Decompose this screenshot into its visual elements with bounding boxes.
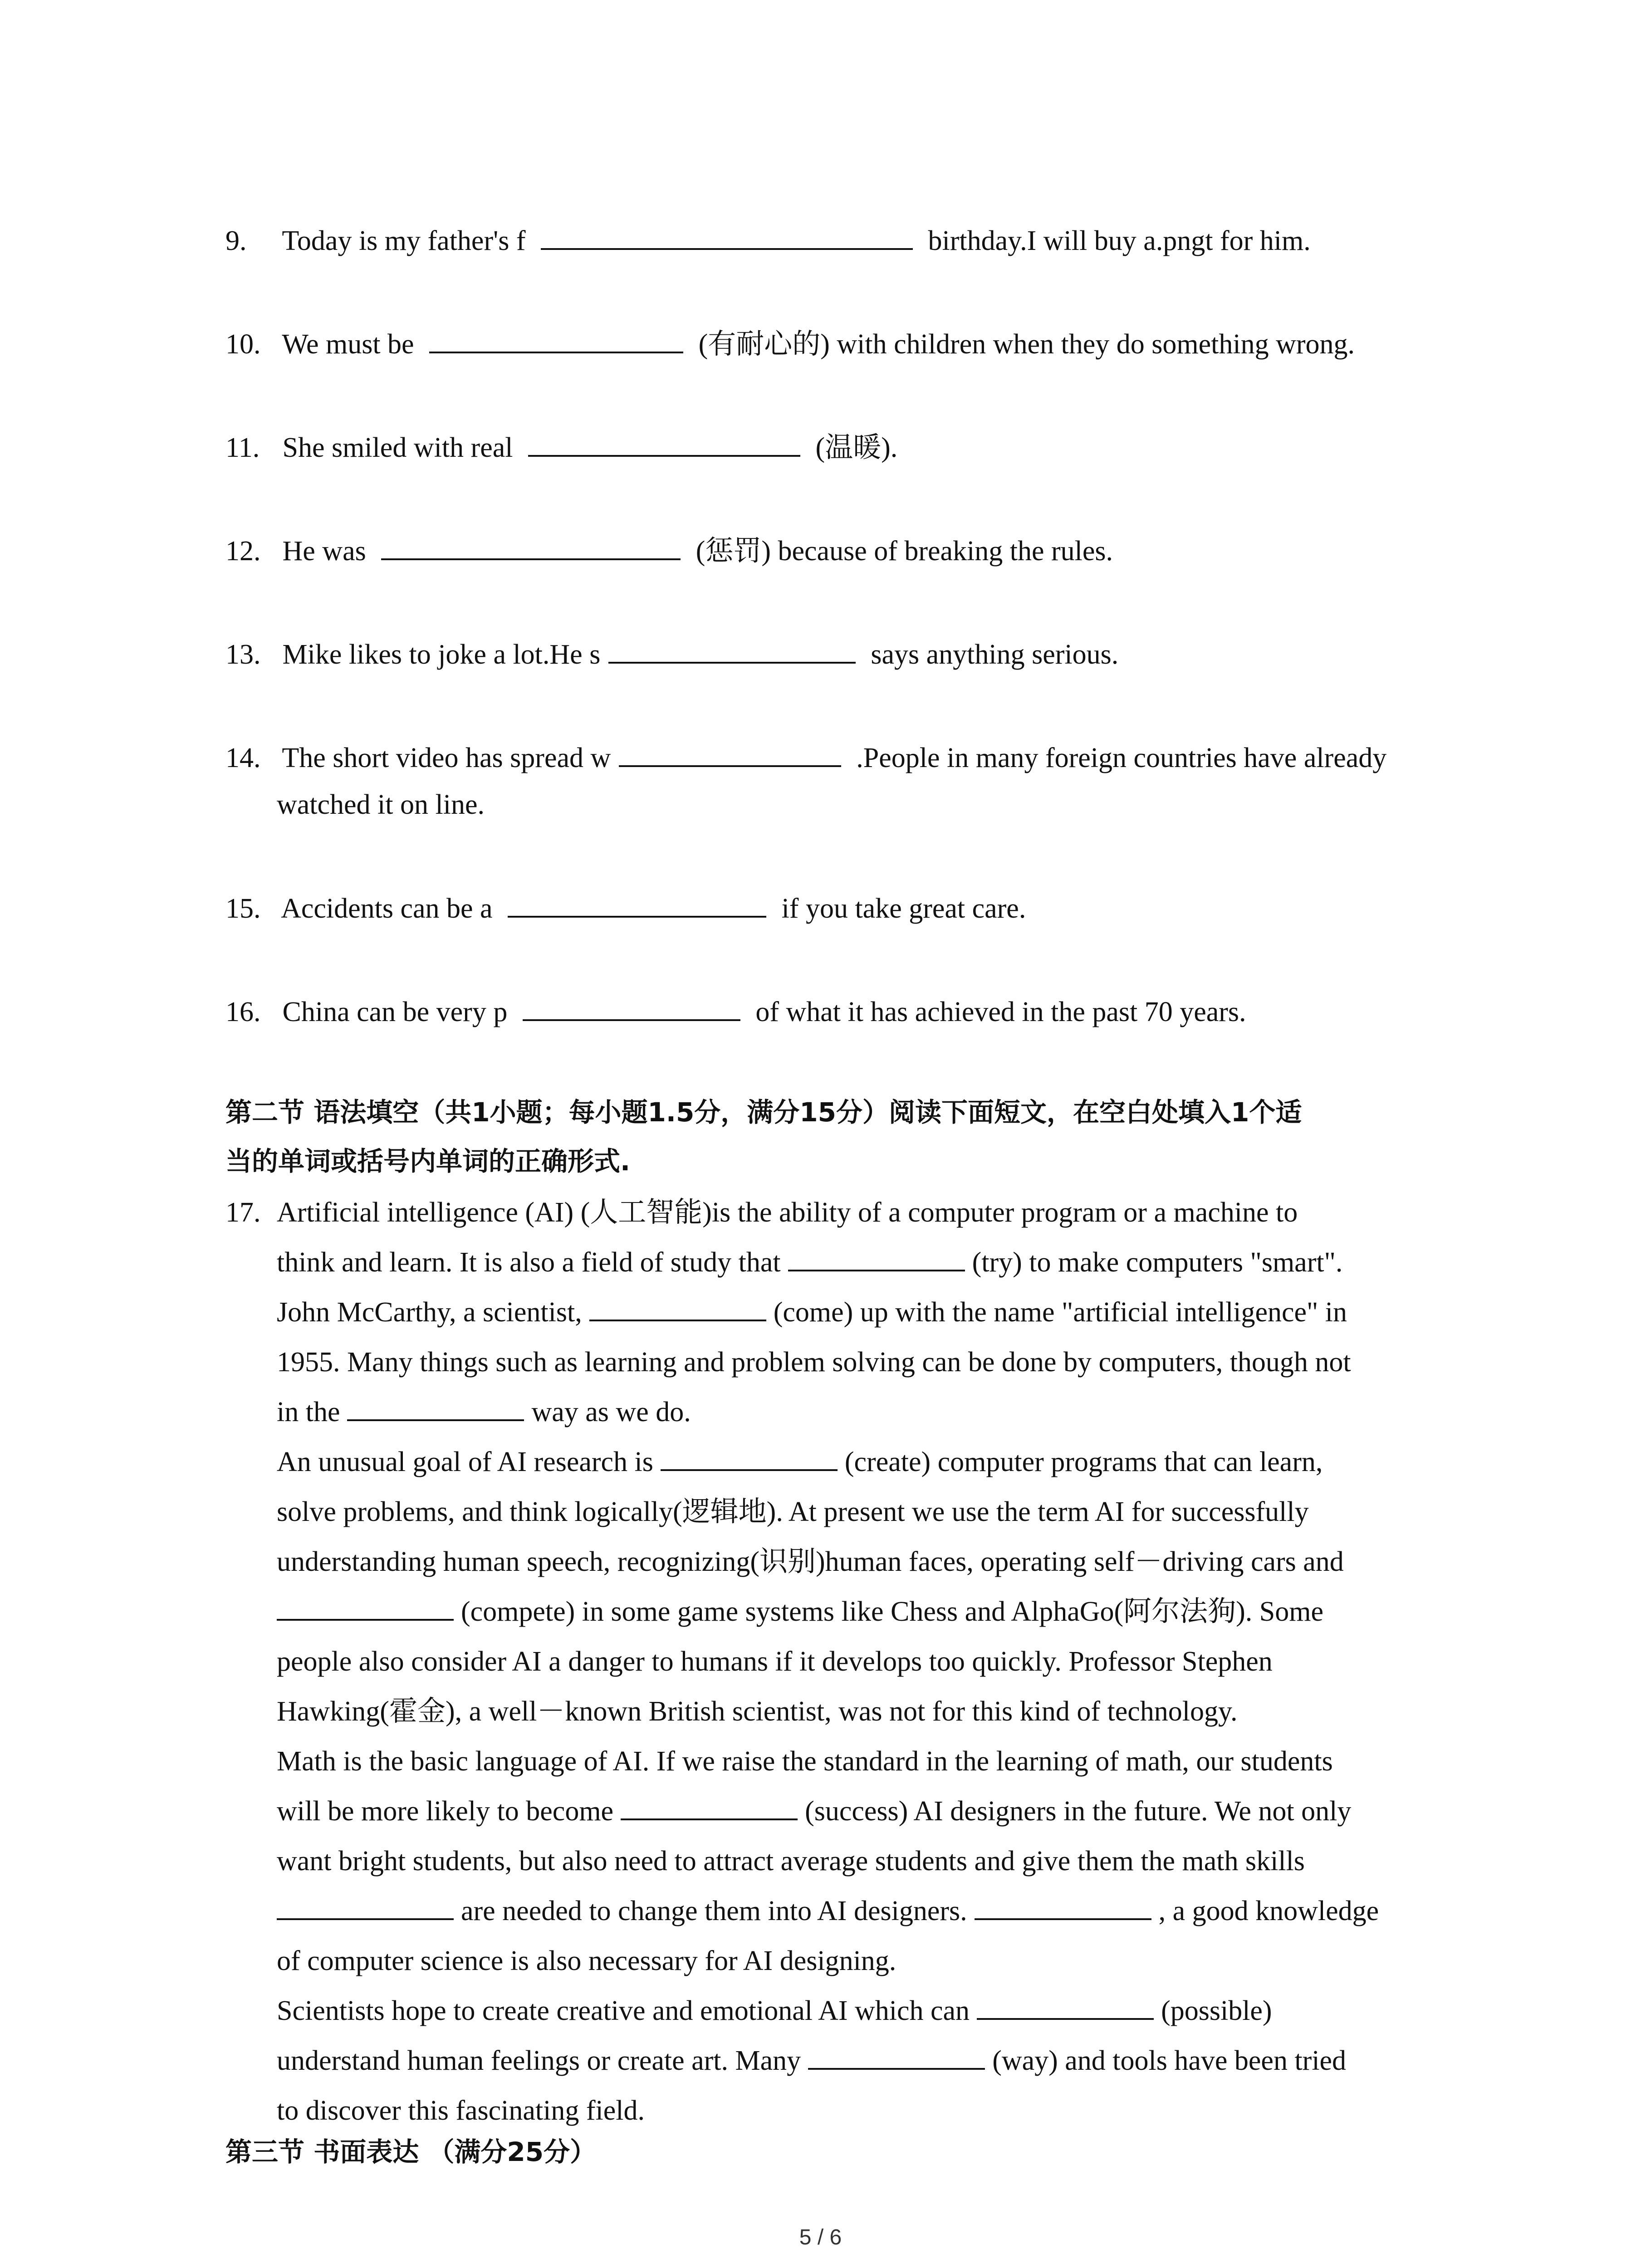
answer-blank[interactable] — [528, 428, 800, 457]
passage-text: Hawking(霍金), a well－known British scientist, was not for this kind of technology. — [277, 1696, 1238, 1727]
question-text: She smiled with real — [282, 432, 513, 463]
passage-text: Artificial intelligence (AI) (人工智能)is the ability of a computer program or a machine to — [277, 1197, 1298, 1228]
question-text: Mike likes to joke a lot.He s — [282, 639, 601, 670]
passage-text: are needed to change them into AI designers. — [461, 1896, 967, 1926]
question-9 — [225, 218, 1460, 264]
question-number: 12. — [225, 536, 261, 567]
passage-text: of computer science is also necessary for AI designing. — [277, 1945, 896, 1976]
answer-blank[interactable] — [541, 221, 913, 250]
question-text: (有耐心的) with children when they do something wrong. — [698, 329, 1355, 360]
answer-blank[interactable] — [429, 324, 683, 353]
answer-blank[interactable] — [277, 1592, 454, 1621]
question-number: 17. — [225, 1197, 261, 1228]
question-text: He was — [282, 536, 366, 567]
question-number: 14. — [225, 743, 261, 773]
question-11 — [225, 425, 1460, 471]
answer-blank[interactable] — [277, 1891, 454, 1920]
passage-text: think and learn. It is also a field of study that — [277, 1247, 781, 1278]
passage-text: will be more likely to become — [277, 1796, 614, 1827]
passage-text: John McCarthy, a scientist, — [277, 1297, 582, 1328]
question-10 — [225, 321, 1460, 368]
question-text: birthday.I will buy a.pngt for him. — [928, 225, 1311, 256]
passage-text: understanding human speech, recognizing(识别)human faces, operating self－driving cars and — [277, 1546, 1344, 1577]
answer-blank[interactable] — [589, 1292, 766, 1321]
question-text: We must be — [282, 329, 414, 360]
passage-text: people also consider AI a danger to humans if it develops too quickly. Professor Stephen — [277, 1646, 1273, 1677]
answer-blank[interactable] — [347, 1392, 524, 1421]
question-number: 11. — [225, 432, 260, 463]
answer-blank[interactable] — [523, 992, 740, 1021]
passage-text: (possible) — [1161, 1995, 1272, 2026]
section-heading-line: 当的单词或括号内单词的正确形式. — [225, 1146, 631, 1177]
passage-text: (success) AI designers in the future. We not only — [805, 1796, 1352, 1827]
passage-text: (way) and tools have been tried — [992, 2045, 1347, 2076]
question-text: .People in many foreign countries have already — [856, 743, 1387, 773]
page-number: 5 / 6 — [799, 2225, 842, 2249]
passage-text: (come) up with the name "artificial intelligence" in — [773, 1297, 1347, 1328]
question-text-continued: watched it on line. — [277, 789, 485, 820]
passage-text: 1955. Many things such as learning and problem solving can be done by computers, though not — [277, 1347, 1351, 1378]
passage-text: , a good knowledge — [1158, 1896, 1379, 1926]
question-number: 15. — [225, 893, 261, 924]
section-heading-line: 第二节 语法填空（共1小题；每小题1.5分，满分15分）阅读下面短文，在空白处填入1个适 — [225, 1097, 1302, 1128]
passage-text: (compete) in some game systems like Chess and AlphaGo(阿尔法狗). Some — [461, 1596, 1324, 1627]
question-12 — [225, 528, 1460, 575]
answer-blank[interactable] — [508, 889, 766, 918]
question-number: 10. — [225, 329, 261, 360]
question-text: says anything serious. — [871, 639, 1119, 670]
passage-text: in the — [277, 1397, 340, 1427]
answer-blank[interactable] — [381, 531, 681, 560]
question-number: 9. — [225, 225, 247, 256]
passage-text: Math is the basic language of AI. If we raise the standard in the learning of math, our students — [277, 1746, 1333, 1777]
answer-blank[interactable] — [975, 1891, 1151, 1920]
answer-blank[interactable] — [808, 2041, 985, 2070]
section-3-heading: 第三节 书面表达 （满分25分） — [225, 2136, 597, 2167]
answer-blank[interactable] — [621, 1791, 798, 1820]
section-2-heading — [225, 1088, 1460, 1186]
question-text: Today is my father's f — [282, 225, 526, 256]
question-number: 16. — [225, 997, 261, 1027]
grammar-passage — [225, 1188, 1460, 2136]
passage-text: (create) computer programs that can learn, — [844, 1447, 1323, 1477]
question-text: The short video has spread w — [282, 743, 611, 773]
question-text: (惩罚) because of breaking the rules. — [696, 536, 1113, 567]
question-16 — [225, 989, 1460, 1036]
question-text: Accidents can be a — [281, 893, 493, 924]
answer-blank[interactable] — [788, 1242, 965, 1271]
passage-text: An unusual goal of AI research is — [277, 1447, 653, 1477]
passage-text: way as we do. — [531, 1397, 691, 1427]
passage-text: Scientists hope to create creative and emotional AI which can — [277, 1995, 970, 2026]
question-text: if you take great care. — [781, 893, 1026, 924]
answer-blank[interactable] — [977, 1991, 1154, 2020]
question-15 — [225, 885, 1460, 932]
question-text: China can be very p — [282, 997, 508, 1027]
question-number: 13. — [225, 639, 261, 670]
passage-text: to discover this fascinating field. — [277, 2095, 645, 2126]
passage-text: want bright students, but also need to attract average students and give them the math skills — [277, 1846, 1305, 1877]
question-text: (温暖). — [815, 432, 898, 463]
passage-text: understand human feelings or create art. Many — [277, 2045, 801, 2076]
passage-text: (try) to make computers "smart". — [972, 1247, 1343, 1278]
answer-blank[interactable] — [661, 1442, 838, 1471]
answer-blank[interactable] — [608, 635, 856, 664]
question-text: of what it has achieved in the past 70 years. — [755, 997, 1246, 1027]
answer-blank[interactable] — [619, 738, 841, 767]
passage-text: solve problems, and think logically(逻辑地). At present we use the term AI for successfully — [277, 1496, 1309, 1527]
question-14 — [225, 735, 1460, 828]
question-13 — [225, 631, 1460, 678]
